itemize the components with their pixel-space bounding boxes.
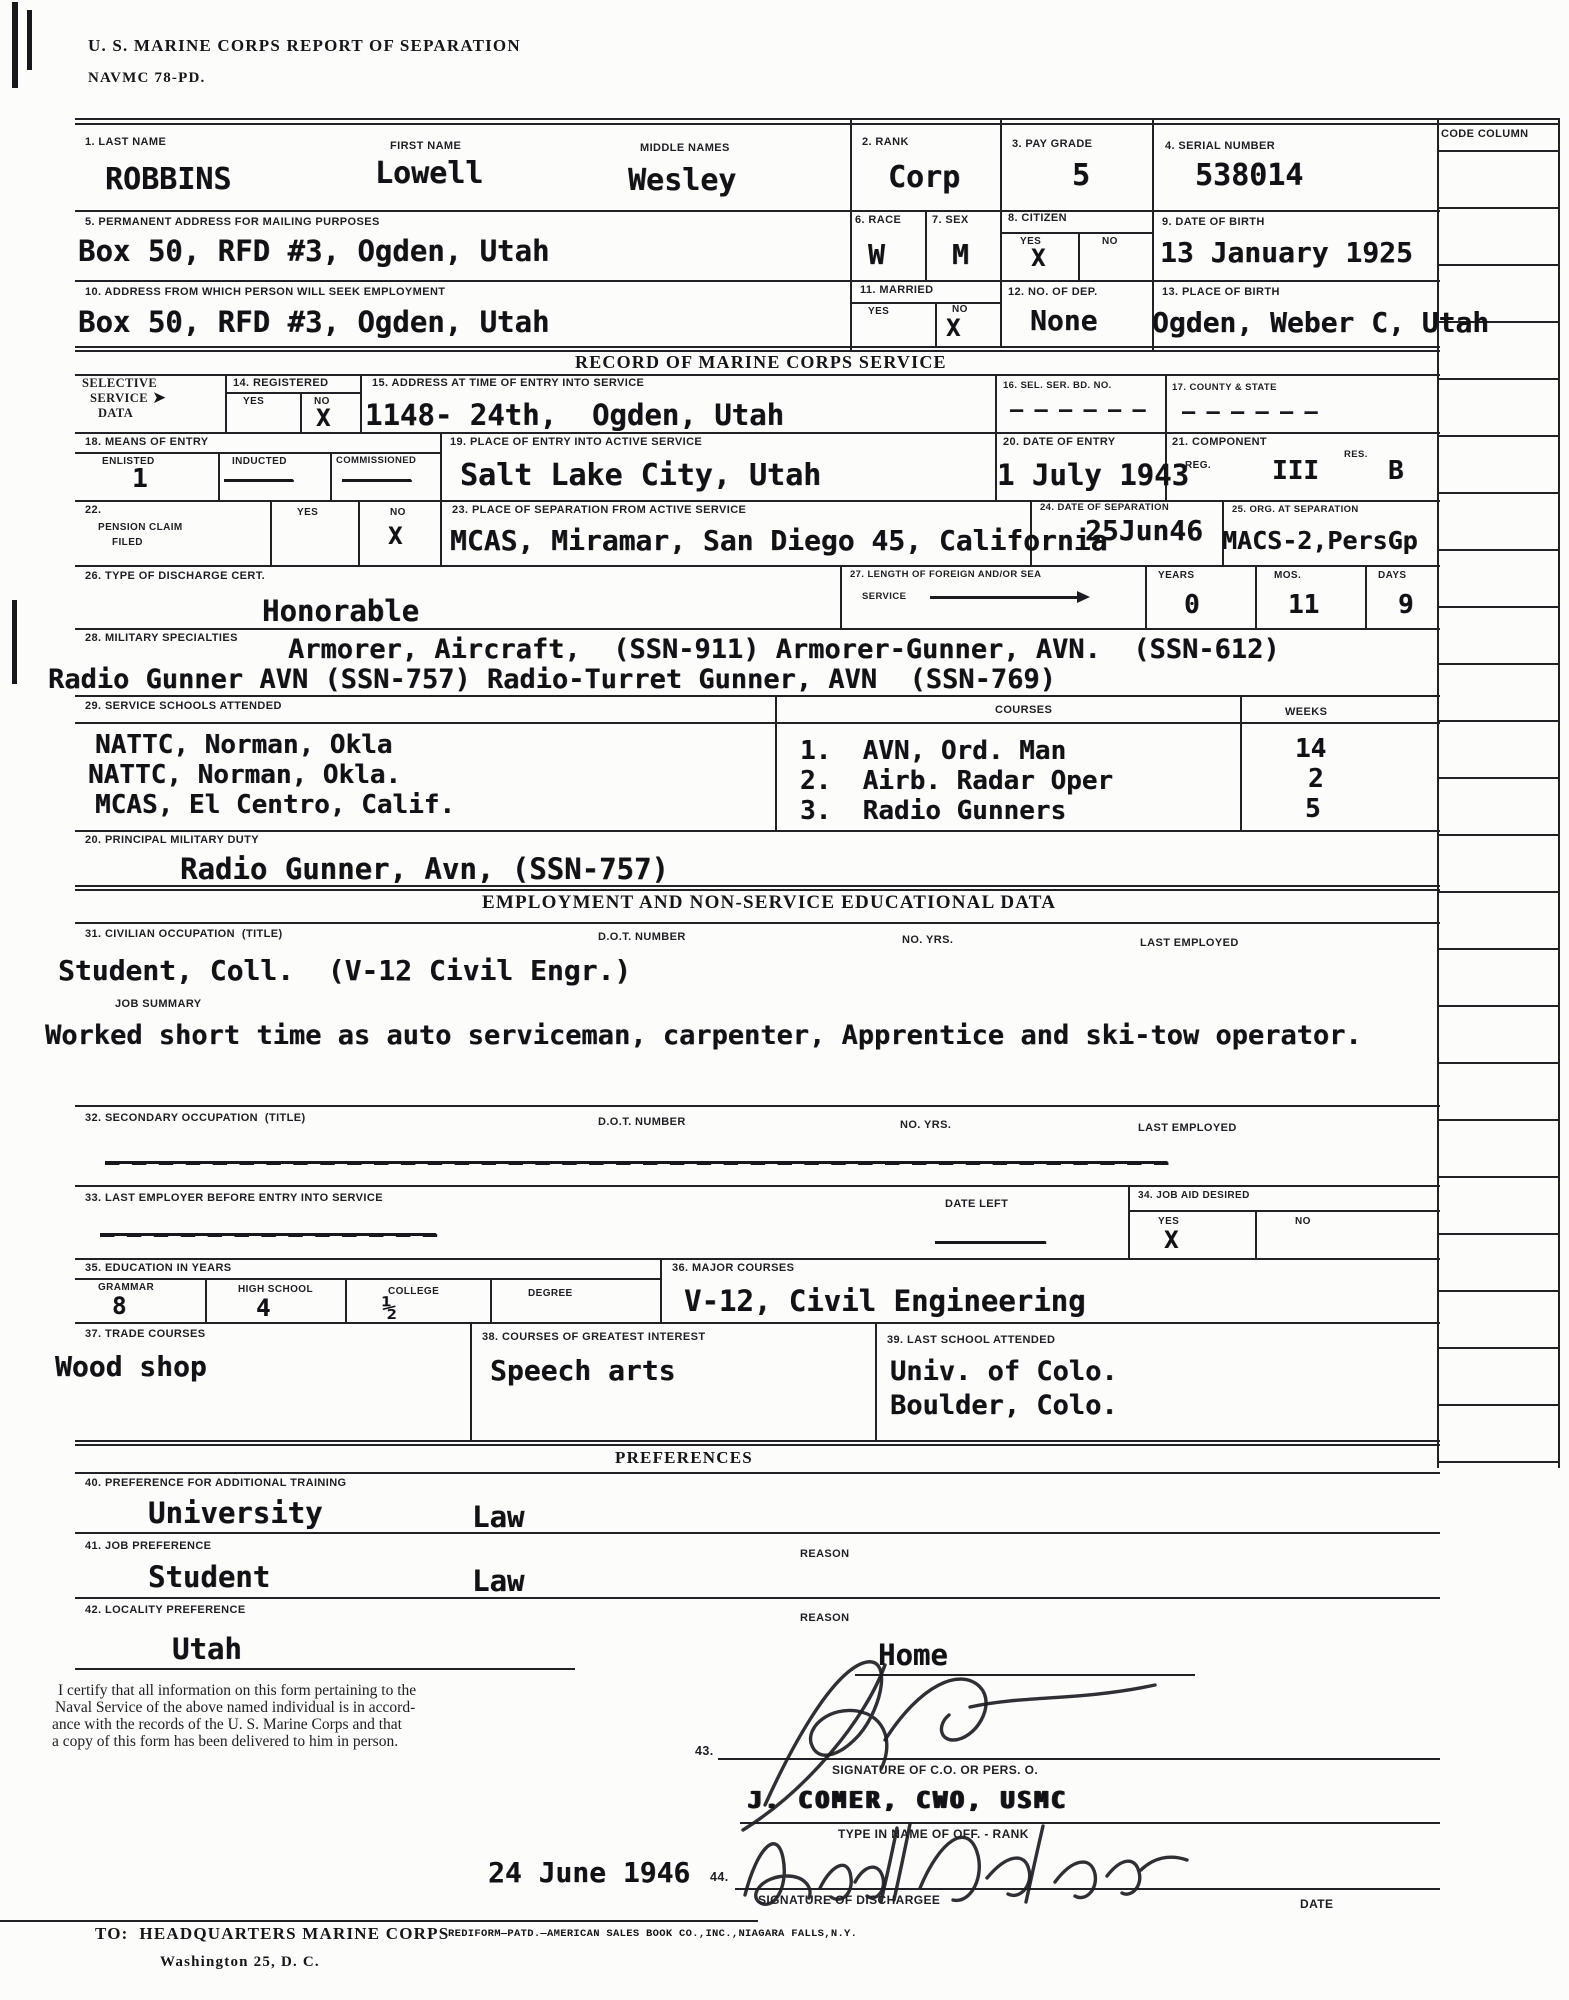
grid-line: [75, 1472, 1440, 1474]
grid-line: [1437, 1404, 1558, 1406]
foreign-service-label-2: SERVICE: [862, 591, 907, 602]
principal-duty-value: Radio Gunner, Avn, (SSN-757): [180, 852, 669, 886]
sex-label: 7. SEX: [932, 214, 969, 226]
grid-line: [1437, 777, 1558, 779]
job-aid-yes-mark: X: [1164, 1226, 1179, 1254]
grid-line: [75, 432, 1440, 434]
grid-line: [75, 628, 1440, 630]
principal-duty-label: 20. PRINCIPAL MILITARY DUTY: [85, 834, 259, 846]
grid-line: [470, 1322, 472, 1440]
grid-line: [1437, 378, 1558, 380]
days-value: 9: [1398, 590, 1414, 620]
weeks-row-2: 2: [1308, 764, 1324, 794]
months-label: MOS.: [1274, 570, 1302, 581]
separation-org-label: 25. ORG. AT SEPARATION: [1232, 504, 1359, 515]
pension-number-label: 22.: [85, 504, 102, 516]
grid-line: [1437, 834, 1558, 836]
date-of-birth-label: 9. DATE OF BIRTH: [1162, 216, 1265, 228]
grid-line: [75, 830, 1440, 832]
component-reg-label: REG.: [1185, 460, 1212, 471]
printer-credit-line: REDIFORM—PATD.—AMERICAN SALES BOOK CO.,INC.,NIAGARA FALLS,N.Y.: [448, 1928, 858, 1940]
dot-number-label: D.O.T. NUMBER: [598, 931, 686, 943]
foreign-service-arrow-icon: [930, 596, 1078, 599]
separation-place-label: 23. PLACE OF SEPARATION FROM ACTIVE SERVICE: [452, 504, 747, 516]
grid-line: [1437, 948, 1558, 950]
grid-line: [75, 452, 440, 454]
job-aid-yes-label: YES: [1158, 1216, 1180, 1227]
grid-line: [935, 302, 937, 348]
no-yrs-label: NO. YRS.: [902, 934, 954, 946]
employment-section-title: EMPLOYMENT AND NON-SERVICE EDUCATIONAL DATA: [482, 892, 1057, 913]
grid-line: [1437, 1290, 1558, 1292]
grid-line: [1437, 1176, 1558, 1178]
item-43-number: 43.: [695, 1744, 714, 1758]
scan-artifact: [12, 2, 18, 88]
board-number-label: 16. SEL. SER. BD. NO.: [1003, 380, 1112, 391]
co-signature-label: SIGNATURE OF C.O. OR PERS. O.: [832, 1763, 1039, 1777]
grid-line: [925, 210, 927, 280]
scan-artifact: [12, 600, 17, 684]
grid-line: [75, 1322, 1440, 1324]
grid-line: [75, 1444, 1440, 1446]
permanent-address-label: 5. PERMANENT ADDRESS FOR MAILING PURPOSES: [85, 216, 380, 228]
grid-line: [75, 500, 1440, 502]
citizen-label: 8. CITIZEN: [1008, 212, 1068, 224]
grid-line: [75, 1278, 660, 1280]
high-school-value: 4: [256, 1294, 271, 1322]
grid-line: [75, 722, 1440, 724]
pension-no-label: NO: [390, 507, 406, 518]
place-of-birth-label: 13. PLACE OF BIRTH: [1162, 286, 1280, 298]
grid-line: [1437, 1119, 1558, 1121]
service-section-title: RECORD OF MARINE CORPS SERVICE: [575, 352, 947, 372]
date-of-birth-value: 13 January 1925: [1160, 236, 1413, 269]
occupation-value: Student, Coll. (V-12 Civil Engr.): [58, 954, 632, 987]
married-yes-label: YES: [868, 306, 890, 317]
footer-to-line2: Washington 25, D. C.: [160, 1954, 320, 1970]
grid-line: [218, 452, 220, 500]
entry-date-label: 20. DATE OF ENTRY: [1003, 436, 1116, 448]
college-value: ½: [382, 1294, 397, 1322]
specialties-label: 28. MILITARY SPECIALTIES: [85, 632, 238, 644]
grid-line: [1145, 565, 1147, 628]
last-employer-dash-value: — — — — — — — — — — — — —: [100, 1220, 437, 1248]
code-column-label: CODE COLUMN: [1441, 128, 1529, 140]
serial-number-label: 4. SERIAL NUMBER: [1165, 140, 1276, 152]
grid-line: [875, 1322, 877, 1440]
secondary-dash-value: — — — — — — — — — — — — — — — — — — — — — — — — — — — — — — — — — — — — — — — —: [105, 1148, 1168, 1176]
grid-line: [1165, 374, 1167, 432]
grammar-value: 8: [112, 1292, 127, 1320]
co-typed-name: J. COMER, CWO, USMC: [748, 1788, 1069, 1814]
job-preference-value: Student: [148, 1560, 271, 1594]
grid-line: [75, 889, 1440, 891]
grid-line: [225, 392, 360, 394]
type-name-label: TYPE IN NAME OF OFF. - RANK: [838, 1827, 1029, 1841]
grid-line: [1000, 210, 1002, 348]
grid-line: [1437, 1461, 1558, 1463]
inducted-label: INDUCTED: [232, 456, 287, 467]
first-name-value: Lowell: [375, 156, 484, 191]
grid-line: [75, 1532, 1440, 1534]
grid-line: [1078, 232, 1080, 280]
married-no-mark: X: [946, 314, 961, 342]
specialties-line2: Radio Gunner AVN (SSN-757) Radio-Turret Gunner, AVN (SSN-769): [48, 664, 1056, 695]
last-employer-label: 33. LAST EMPLOYER BEFORE ENTRY INTO SERVICE: [85, 1192, 383, 1204]
grid-line: [75, 695, 1440, 697]
race-value: W: [868, 238, 885, 271]
school-row-3: MCAS, El Centro, Calif.: [95, 790, 456, 820]
grid-line: [360, 374, 362, 432]
selective-service-label-1: SELECTIVE: [82, 376, 158, 390]
enlisted-value: 1: [132, 464, 148, 494]
grid-line: [1437, 435, 1558, 437]
grid-line: [850, 118, 852, 350]
enlisted-label: ENLISTED: [102, 456, 155, 467]
footer-to-line1: TO: HEADQUARTERS MARINE CORPS: [95, 1924, 450, 1943]
dischargee-signature-label: SIGNATURE OF DISCHARGEE: [758, 1893, 941, 1907]
grid-line: [205, 1278, 207, 1322]
grid-line: [75, 1440, 1440, 1442]
grid-line: [1437, 1005, 1558, 1007]
separation-place-value: MCAS, Miramar, San Diego 45, California: [450, 524, 1108, 557]
place-of-birth-value: Ogden, Weber C, Utah: [1152, 306, 1490, 339]
grid-line: [75, 1258, 1440, 1260]
grid-line: [270, 500, 272, 565]
entry-place-value: Salt Lake City, Utah: [460, 458, 822, 493]
grid-line: [0, 1920, 758, 1922]
married-no-label: NO: [952, 304, 968, 315]
grid-line: [1437, 606, 1558, 608]
selective-service-label-2: SERVICE: [90, 391, 148, 405]
grid-line: [358, 500, 360, 565]
signature-date-label: DATE: [1300, 1897, 1334, 1911]
pension-yes-label: YES: [297, 507, 319, 518]
last-employed-label: LAST EMPLOYED: [1140, 937, 1239, 949]
grid-line: [300, 392, 302, 432]
last-name-label: 1. LAST NAME: [85, 136, 167, 148]
race-label: 6. RACE: [855, 214, 902, 226]
grid-line: [1437, 207, 1558, 209]
rank-label: 2. RANK: [862, 136, 909, 148]
entry-date-value: 1 July 1943: [997, 458, 1190, 492]
component-label: 21. COMPONENT: [1172, 436, 1268, 448]
discharge-type-value: Honorable: [262, 594, 420, 628]
citizen-yes-label: YES: [1020, 236, 1042, 247]
grid-line: [1437, 891, 1558, 893]
months-value: 11: [1288, 590, 1320, 620]
training-preference-value: University: [148, 1496, 323, 1530]
school-row-1: NATTC, Norman, Okla: [95, 730, 393, 760]
secondary-last-employed-label: LAST EMPLOYED: [1138, 1122, 1237, 1134]
registered-no-label: NO: [314, 396, 330, 407]
years-value: 0: [1184, 590, 1200, 620]
pay-grade-value: 5: [1072, 158, 1091, 193]
rank-value: Corp: [888, 160, 961, 195]
course-row-1: 1. AVN, Ord. Man: [800, 736, 1067, 766]
serial-number-value: 538014: [1195, 158, 1304, 193]
degree-label: DEGREE: [528, 1288, 573, 1299]
item-44-number: 44.: [710, 1870, 729, 1884]
selective-service-label-3: DATA: [98, 406, 134, 420]
years-label: YEARS: [1158, 570, 1195, 581]
job-aid-label: 34. JOB AID DESIRED: [1138, 1190, 1250, 1201]
grid-line: [995, 374, 997, 432]
grid-line: [75, 1105, 1440, 1107]
grid-line: [1000, 118, 1002, 210]
major-courses-label: 36. MAJOR COURSES: [672, 1262, 795, 1274]
job-preference-label: 41. JOB PREFERENCE: [85, 1540, 212, 1552]
secondary-occupation-label: 32. SECONDARY OCCUPATION (TITLE): [85, 1112, 306, 1124]
grid-line: [1558, 118, 1560, 1468]
major-courses-value: V-12, Civil Engineering: [684, 1284, 1086, 1318]
grid-line: [1365, 565, 1367, 628]
component-res-value: B: [1388, 456, 1404, 486]
interest-courses-label: 38. COURSES OF GREATEST INTEREST: [482, 1331, 706, 1343]
county-state-value: — — — — — —: [1182, 400, 1317, 425]
grid-line: [75, 1668, 575, 1670]
grid-line: [1255, 1210, 1257, 1258]
high-school-label: HIGH SCHOOL: [238, 1284, 313, 1295]
job-field-value: Law: [472, 1564, 525, 1598]
grid-line: [330, 452, 332, 500]
discharge-type-label: 26. TYPE OF DISCHARGE CERT.: [85, 570, 266, 582]
locality-preference-label: 42. LOCALITY PREFERENCE: [85, 1604, 246, 1616]
course-row-3: 3. Radio Gunners: [800, 796, 1067, 826]
secondary-yrs-label: NO. YRS.: [900, 1119, 952, 1131]
board-number-value: — — — — — —: [1010, 398, 1145, 423]
separation-date-typed: 24 June 1946: [488, 1856, 691, 1889]
weeks-row-3: 5: [1305, 794, 1321, 824]
grid-line: [1437, 1062, 1558, 1064]
commissioned-label: COMMISSIONED: [336, 455, 417, 466]
last-name-value: ROBBINS: [105, 162, 232, 197]
grid-line: [1240, 695, 1242, 830]
sex-value: M: [952, 238, 969, 271]
school-row-2: NATTC, Norman, Okla.: [88, 760, 402, 790]
grid-line: [1437, 264, 1558, 266]
date-left-label: DATE LEFT: [945, 1198, 1009, 1210]
pension-claim-label: PENSION CLAIM: [98, 522, 183, 533]
certification-line-2: Naval Service of the above named individual is in accord-: [55, 1699, 416, 1716]
grammar-label: GRAMMAR: [98, 1282, 155, 1293]
registered-yes-label: YES: [243, 396, 265, 407]
middle-names-label: MIDDLE NAMES: [640, 142, 730, 154]
citizen-yes-mark: X: [1031, 244, 1046, 272]
separation-date-label: 24. DATE OF SEPARATION: [1040, 502, 1170, 513]
grid-line: [225, 374, 227, 432]
dependents-value: None: [1030, 304, 1098, 337]
grid-line: [345, 1278, 347, 1322]
commissioned-dash-value: — — — —: [342, 470, 411, 491]
job-reason-label: REASON: [800, 1548, 850, 1560]
grid-line: [1437, 663, 1558, 665]
education-label: 35. EDUCATION IN YEARS: [85, 1262, 232, 1274]
last-school-line1: Univ. of Colo.: [890, 1356, 1118, 1387]
locality-reason-label: REASON: [800, 1612, 850, 1624]
course-row-2: 2. Airb. Radar Oper: [800, 766, 1114, 796]
secondary-dot-label: D.O.T. NUMBER: [598, 1116, 686, 1128]
job-summary-value: Worked short time as auto serviceman, carpenter, Apprentice and ski-tow operator.: [45, 1020, 1362, 1051]
grid-line: [75, 280, 1440, 282]
last-school-line2: Boulder, Colo.: [890, 1390, 1118, 1421]
pay-grade-label: 3. PAY GRADE: [1012, 138, 1093, 150]
grid-line: [75, 210, 1440, 212]
training-preference-label: 40. PREFERENCE FOR ADDITIONAL TRAINING: [85, 1477, 347, 1489]
employment-address-value: Box 50, RFD #3, Ogden, Utah: [78, 305, 550, 339]
component-reg-value: III: [1272, 456, 1319, 486]
pension-filed-label: FILED: [112, 537, 143, 548]
grid-line: [75, 346, 1440, 348]
weeks-row-1: 14: [1295, 734, 1327, 764]
middle-names-value: Wesley: [628, 163, 737, 198]
grid-line: [75, 1597, 1440, 1599]
grid-line: [75, 118, 1558, 120]
component-res-label: RES.: [1344, 449, 1368, 460]
college-label: COLLEGE: [388, 1286, 440, 1297]
form-number: NAVMC 78-PD.: [88, 70, 206, 86]
citizen-no-label: NO: [1102, 236, 1118, 247]
grid-line: [1255, 565, 1257, 628]
first-name-label: FIRST NAME: [390, 140, 462, 152]
grid-line: [75, 565, 1440, 567]
grid-line: [1128, 1185, 1130, 1258]
county-state-label: 17. COUNTY & STATE: [1172, 382, 1277, 393]
grid-line: [775, 695, 777, 830]
trade-courses-value: Wood shop: [55, 1350, 207, 1383]
grid-line: [75, 1185, 1440, 1187]
grid-line: [1128, 1210, 1440, 1212]
certification-line-4: a copy of this form has been delivered to him in person.: [52, 1733, 399, 1750]
locality-reason-value: Home: [878, 1638, 948, 1672]
registered-no-mark: X: [316, 404, 331, 432]
locality-preference-value: Utah: [172, 1632, 242, 1666]
date-left-dash-value: — — — — —: [935, 1230, 1046, 1255]
permanent-address-value: Box 50, RFD #3, Ogden, Utah: [78, 234, 550, 268]
job-summary-label: JOB SUMMARY: [115, 998, 202, 1010]
certification-line-3: ance with the records of the U. S. Marine Corps and that: [52, 1716, 402, 1733]
job-aid-no-label: NO: [1295, 1216, 1311, 1227]
married-label: 11. MARRIED: [860, 284, 934, 296]
grid-line: [1437, 492, 1558, 494]
means-of-entry-label: 18. MEANS OF ENTRY: [85, 436, 209, 448]
preferences-section-title: PREFERENCES: [615, 1448, 753, 1467]
grid-line: [1437, 150, 1558, 152]
training-field-value: Law: [472, 1500, 525, 1534]
grid-line: [1437, 720, 1558, 722]
separation-date-value: 25Jun46: [1085, 514, 1204, 547]
grid-line: [75, 922, 1440, 924]
pension-no-mark: X: [388, 522, 403, 550]
grid-line: [1000, 232, 1152, 234]
courses-label: COURSES: [995, 704, 1053, 716]
days-label: DAYS: [1378, 570, 1407, 581]
foreign-service-label-1: 27. LENGTH OF FOREIGN AND/OR SEA: [850, 569, 1042, 580]
schools-label: 29. SERVICE SCHOOLS ATTENDED: [85, 700, 282, 712]
selective-service-arrow-icon: ➤: [152, 388, 167, 407]
entry-address-value: 1148- 24th, Ogden, Utah: [365, 398, 785, 432]
employment-address-label: 10. ADDRESS FROM WHICH PERSON WILL SEEK EMPLOYMENT: [85, 286, 446, 298]
grid-line: [1437, 549, 1558, 551]
trade-courses-label: 37. TRADE COURSES: [85, 1328, 206, 1340]
registered-label: 14. REGISTERED: [233, 377, 329, 389]
occupation-label: 31. CIVILIAN OCCUPATION (TITLE): [85, 928, 283, 940]
grid-line: [1437, 1347, 1558, 1349]
inducted-dash-value: — — — —: [224, 470, 293, 491]
grid-line: [660, 1258, 662, 1322]
weeks-label: WEEKS: [1285, 706, 1328, 718]
grid-line: [490, 1278, 492, 1322]
separation-org-value: MACS-2,PersGp: [1222, 526, 1418, 555]
certification-line-1: I certify that all information on this form pertaining to the: [58, 1682, 417, 1699]
interest-courses-value: Speech arts: [490, 1354, 676, 1387]
specialties-line1: Armorer, Aircraft, (SSN-911) Armorer-Gunner, AVN. (SSN-612): [288, 634, 1280, 665]
form-title: U. S. MARINE CORPS REPORT OF SEPARATION: [88, 36, 521, 55]
grid-line: [440, 432, 442, 565]
grid-line: [1437, 1233, 1558, 1235]
entry-place-label: 19. PLACE OF ENTRY INTO ACTIVE SERVICE: [450, 436, 703, 448]
entry-address-label: 15. ADDRESS AT TIME OF ENTRY INTO SERVICE: [372, 377, 645, 389]
grid-line: [850, 302, 1002, 304]
dischargee-signature: [725, 1800, 1205, 1930]
grid-line: [75, 374, 1440, 376]
grid-line: [75, 123, 1558, 125]
last-school-label: 39. LAST SCHOOL ATTENDED: [887, 1334, 1056, 1346]
dependents-label: 12. NO. OF DEP.: [1008, 286, 1098, 298]
scan-artifact: [27, 10, 32, 70]
grid-line: [840, 565, 842, 628]
